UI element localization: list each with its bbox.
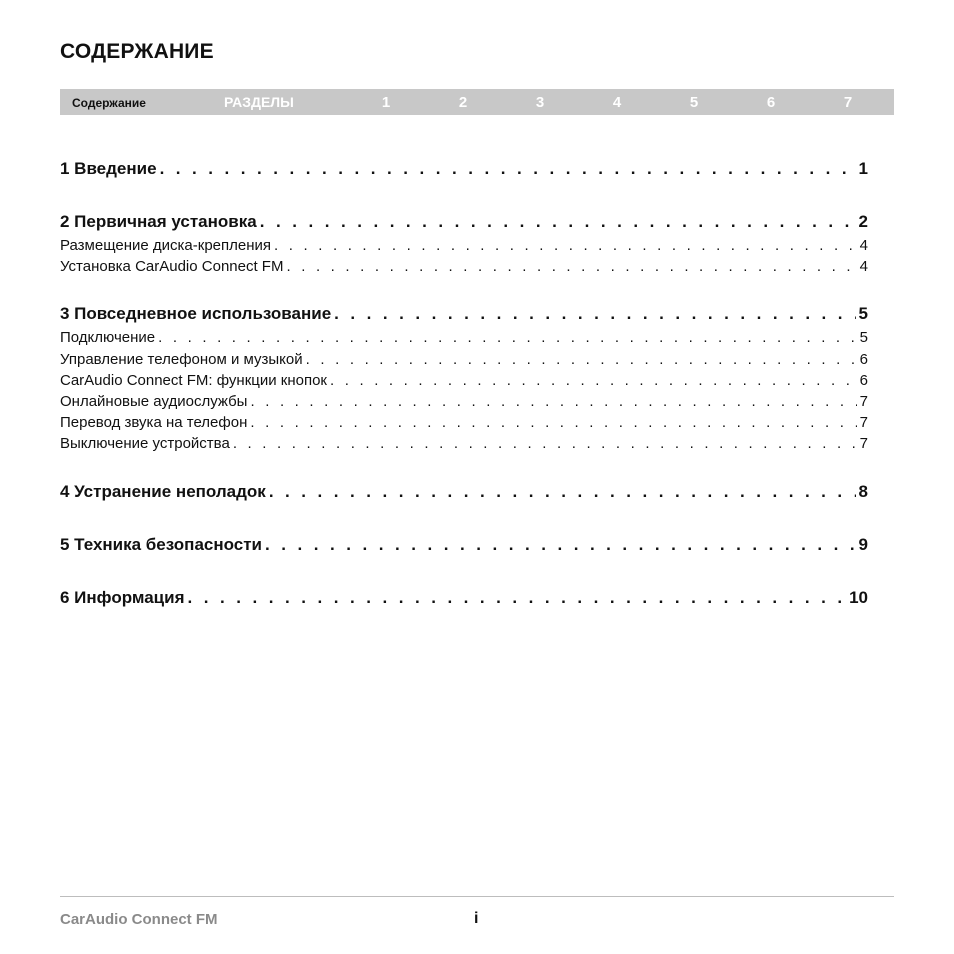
toc-leader-dots	[160, 156, 856, 182]
toc-page-number: 4	[859, 258, 868, 276]
toc-page-number: 5	[858, 304, 868, 324]
table-of-contents	[60, 156, 868, 611]
toc-page-number: 9	[858, 534, 868, 554]
toc-page-number: 4	[859, 237, 868, 254]
toc-leader-dots	[188, 585, 847, 611]
toc-subentry[interactable]	[60, 433, 868, 454]
toc-page-number: 2	[858, 212, 868, 231]
toc-page-number: 1	[858, 159, 868, 178]
nav-section-6[interactable]: 6	[766, 94, 776, 111]
toc-leader-dots	[330, 370, 857, 391]
toc-chapter[interactable]	[60, 479, 868, 505]
toc-subentry-title: Управление телефоном и музыкой	[60, 350, 303, 368]
footer-divider	[60, 896, 894, 897]
toc-subentry-title: Установка CarAudio Connect FM	[60, 258, 284, 276]
toc-subentry-title: Выключение устройства	[60, 435, 230, 453]
toc-chapter[interactable]	[60, 301, 868, 327]
toc-chapter-title: 3 Повседневное использование	[60, 304, 332, 324]
toc-subentry[interactable]	[60, 370, 868, 391]
toc-chapter[interactable]	[60, 532, 868, 558]
footer-page-number: i	[474, 910, 479, 927]
toc-page-number: 5	[859, 329, 868, 347]
nav-section-4[interactable]: 4	[612, 94, 622, 111]
toc-subentry-title: Подключение	[60, 329, 156, 347]
footer-product-name: CarAudio Connect FM	[60, 911, 218, 928]
toc-page-number: 6	[859, 371, 868, 389]
toc-leader-dots	[250, 412, 856, 433]
toc-subentry-title: Размещение диска-крепления	[60, 237, 272, 254]
toc-page-number: 7	[859, 414, 868, 432]
toc-chapter-title: 6 Информация	[60, 587, 185, 607]
toc-page-number: 7	[859, 392, 868, 410]
toc-subentry-title: Перевод звука на телефон	[60, 414, 248, 432]
toc-chapter-title: 2 Первичная установка	[60, 212, 257, 231]
toc-subentry[interactable]	[60, 391, 868, 412]
page-title: СОДЕРЖАНИЕ	[60, 40, 214, 63]
toc-subentry[interactable]	[60, 235, 868, 256]
nav-sections-label: РАЗДЕЛЫ	[224, 94, 294, 110]
toc-leader-dots	[334, 301, 855, 327]
nav-section-1[interactable]: 1	[381, 94, 391, 111]
toc-chapter-title: 4 Устранение неполадок	[60, 481, 266, 501]
toc-chapter-title: 1 Введение	[60, 159, 157, 178]
nav-section-7[interactable]: 7	[843, 94, 853, 111]
toc-page-number: 10	[849, 587, 868, 607]
toc-chapter[interactable]	[60, 585, 868, 611]
nav-section-3[interactable]: 3	[535, 94, 545, 111]
toc-leader-dots	[286, 256, 856, 277]
toc-subentry[interactable]	[60, 256, 868, 277]
toc-subentry[interactable]	[60, 349, 868, 370]
toc-subentry[interactable]	[60, 327, 868, 348]
toc-leader-dots	[306, 349, 857, 370]
toc-chapter-title: 5 Техника безопасности	[60, 534, 263, 554]
nav-section-5[interactable]: 5	[689, 94, 699, 111]
toc-leader-dots	[274, 235, 857, 256]
nav-current-contents[interactable]: Содержание	[72, 96, 146, 110]
toc-leader-dots	[260, 209, 856, 235]
section-nav-bar	[60, 89, 894, 115]
nav-section-2[interactable]: 2	[458, 94, 468, 111]
toc-leader-dots	[250, 391, 856, 412]
toc-subentry-title: CarAudio Connect FM: функции кнопок	[60, 371, 327, 389]
toc-subentry-title: Онлайновые аудиослужбы	[60, 392, 248, 410]
toc-chapter[interactable]	[60, 156, 868, 182]
toc-page-number: 6	[859, 350, 868, 368]
toc-leader-dots	[158, 327, 857, 348]
toc-subentry[interactable]	[60, 412, 868, 433]
toc-chapter[interactable]	[60, 209, 868, 235]
toc-leader-dots	[269, 479, 856, 505]
toc-leader-dots	[265, 532, 856, 558]
toc-page-number: 7	[859, 435, 868, 453]
toc-page-number: 8	[858, 481, 868, 501]
toc-leader-dots	[233, 433, 857, 454]
